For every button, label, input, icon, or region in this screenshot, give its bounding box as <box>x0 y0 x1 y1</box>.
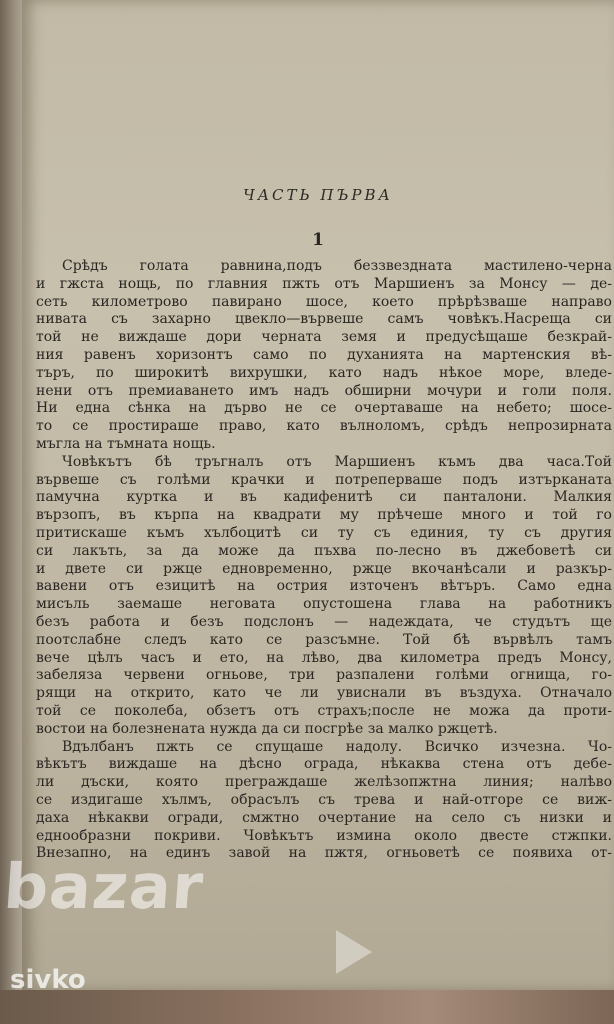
text-line: притискаше къмъ хълбоцитѣ си ту съ единия, ту съ другия <box>36 524 612 541</box>
text-line: вързопъ, въ кърпа на квадрати му прѣчеше много и той го <box>36 507 612 524</box>
text-line: Ни една сѣнка на дърво не се очертаваше на небето; шосе- <box>36 400 612 417</box>
text-line: поотслабне следъ като се разсъмне. Той бѣ вървѣлъ тамъ <box>36 631 612 648</box>
text-line: нивата съ захарно цвекло—вървеше самъ човѣкъ.Насреща си <box>36 311 612 328</box>
text-line: еднообразни покриви. Човѣкътъ измина около двесте стжпки. <box>36 827 612 844</box>
text-line: рящи на открито, като че ли увиснали въ въздуха. Отначало <box>36 685 612 702</box>
body-text <box>36 258 612 863</box>
part-title: ЧАСТЬ ПЪРВА <box>243 186 393 204</box>
text-line: то се простираше право, като вълноломъ, срѣдъ непрозирната <box>36 418 612 435</box>
text-line: Човѣкътъ бѣ тръгналъ отъ Маршиенъ къмъ два часа.Той <box>62 453 612 470</box>
text-line: вече цѣлъ часъ и ето, на лѣво, два километра предъ Монсу, <box>36 649 612 666</box>
text-line: търъ, по широкитѣ вихрушки, като надъ нѣкое море, вледе- <box>36 364 612 381</box>
chapter-number: 1 <box>312 230 324 250</box>
text-line: памучна куртка и въ кадифенитѣ си панталони. Малкия <box>36 489 612 506</box>
watermark-seller: sivko <box>10 965 86 995</box>
text-line: ли дъски, която преграждаше желѣзопжтна линия; налѣво <box>36 774 612 791</box>
watermark-logo: bazar <box>1 850 207 923</box>
text-line: той се поколеба, обзетъ отъ страхъ;после не можа да проти- <box>36 702 612 719</box>
text-line: се издигаше хълмъ, обрасълъ съ трева и най-отгоре се виж- <box>36 791 612 808</box>
text-line: безъ работа и безъ подслонъ — надеждата, че студътъ ще <box>36 613 612 630</box>
text-line: ния равенъ хоризонтъ само по духанията на мартенския вѣ- <box>36 346 612 363</box>
text-line: вѣкътъ виждаше на дѣсно ограда, нѣкаква стена отъ дебе- <box>36 756 612 773</box>
text-line: и двете си ржце едновременно, ржце вкочанѣсали и разкър- <box>36 560 612 577</box>
book-page <box>22 0 614 992</box>
text-line: Срѣдъ голата равнина,подъ беззвездната мастилено-черна <box>62 258 612 274</box>
text-line: даха нѣкакви огради, смжтно очертание на село съ низки и <box>36 809 612 826</box>
text-line: забеляза червени огньове, три разпалени голѣми огнища, го- <box>36 667 612 684</box>
text-line: вървеше съ голѣми крачки и потреперваше подъ изтърканата <box>36 471 612 488</box>
text-line: мъгла на тъмната нощь. <box>36 435 216 452</box>
text-line: вавени отъ езицитѣ на острия източенъ вѣтъръ. Само една <box>36 578 612 595</box>
table-surface <box>0 990 614 1024</box>
text-line: сеть километрово павирано шосе, което прѣрѣзваше направо <box>36 293 612 310</box>
text-line: нени отъ премиаването имъ надъ обширни мочури и голи поля. <box>36 382 612 399</box>
text-line: и гжста нощь, по главния пжть отъ Маршиенъ за Монсу — де- <box>36 275 612 292</box>
text-line: мисъль заемаше неговата опустошена глава на работникъ <box>36 596 612 613</box>
text-line: Внезапно, на единъ завой на пжтя, огньоветѣ се появиха от- <box>36 845 612 862</box>
text-line: си лакъть, за да може да пъхва по-лесно въ джебоветѣ си <box>36 542 612 559</box>
text-line: востои на болезнената нужда да си посгрѣе за малко ржцетѣ. <box>36 720 498 737</box>
text-line: Вдълбанъ пжть се спущаше надолу. Всичко изчезна. Чо- <box>62 738 612 755</box>
text-line: той не виждаше дори черната земя и предусѣщаше безкрай- <box>36 329 612 346</box>
play-icon <box>336 930 372 974</box>
